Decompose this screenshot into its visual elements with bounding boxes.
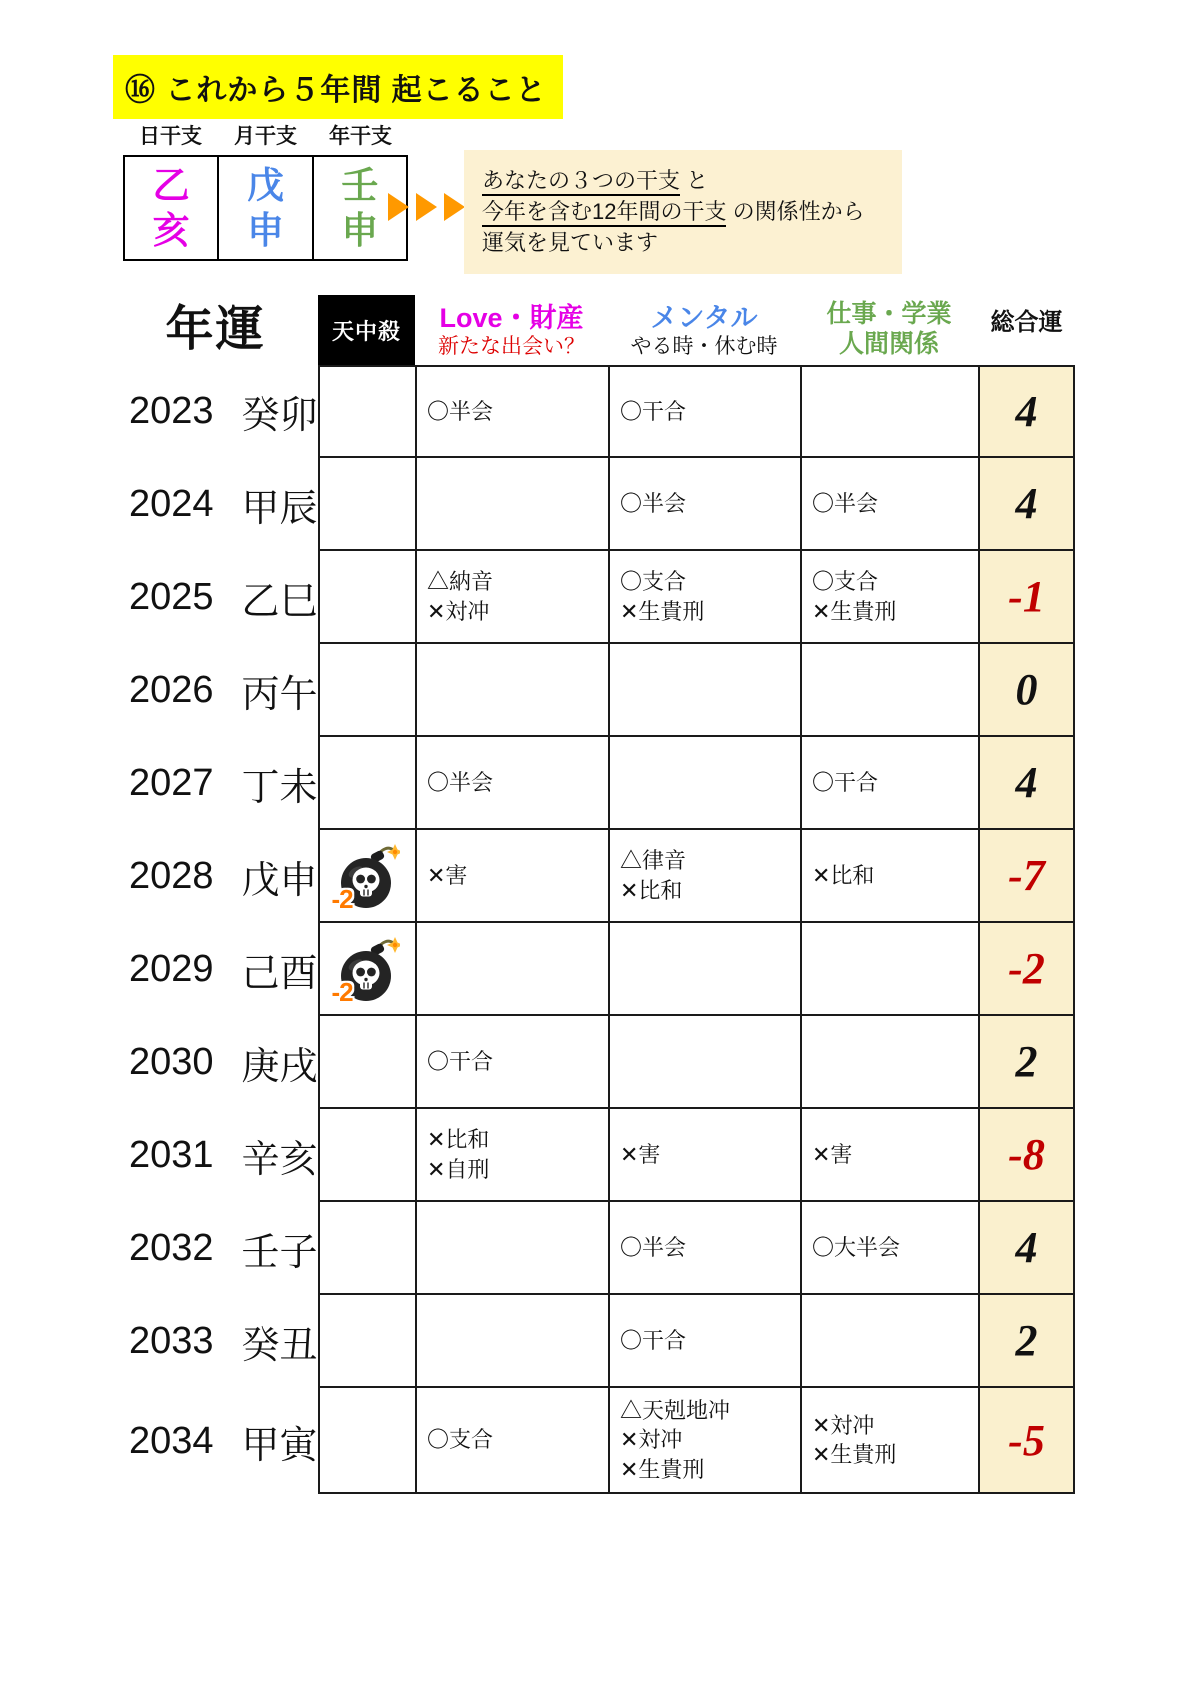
tenchusatsu-cell xyxy=(318,644,415,737)
total-score: -8 xyxy=(1008,1130,1045,1179)
tenchusatsu-cell xyxy=(318,1109,415,1202)
year-label: 2030 xyxy=(129,1041,214,1083)
year-label: 2025 xyxy=(129,576,214,618)
relation-line: ✕比和 xyxy=(812,862,875,888)
relation-line: △律音 xyxy=(620,848,687,874)
eto-label: 壬子 xyxy=(241,1232,318,1274)
relation-line: 〇大半会 xyxy=(812,1234,901,1260)
tenchusatsu-cell xyxy=(318,551,415,644)
year-label: 2033 xyxy=(129,1320,214,1362)
pillar-labels xyxy=(123,120,408,150)
total-score-cell xyxy=(978,1295,1075,1388)
relation-cell-mental xyxy=(608,1388,800,1494)
table-row xyxy=(113,644,1077,737)
header-work: 仕事・学業 人間関係 xyxy=(826,300,952,358)
tenchusatsu-cell xyxy=(318,365,415,458)
relation-cell-mental xyxy=(608,458,800,551)
eto-label: 戊申 xyxy=(241,860,318,902)
relation-cell-work xyxy=(800,1016,978,1109)
pillar-month xyxy=(217,157,311,259)
total-score-cell xyxy=(978,737,1075,830)
relation-cell-love xyxy=(415,644,608,737)
total-score-cell xyxy=(978,1202,1075,1295)
relation-line: 〇半会 xyxy=(812,490,879,516)
table-row xyxy=(113,458,1077,551)
relation-cell-work xyxy=(800,365,978,458)
total-score: 4 xyxy=(1015,758,1038,807)
fortune-table-body xyxy=(113,365,1077,1494)
total-score: 0 xyxy=(1015,665,1038,714)
relation-line: ✕害 xyxy=(812,1141,853,1167)
relation-line: ✕害 xyxy=(427,862,468,888)
relation-cell-love xyxy=(415,830,608,923)
tenchusatsu-cell xyxy=(318,830,415,923)
relation-cell-love xyxy=(415,1109,608,1202)
arrow-group xyxy=(388,193,465,221)
total-score-cell xyxy=(978,923,1075,1016)
page-title: ⑯ これから５年間 起こること xyxy=(113,55,563,119)
table-row xyxy=(113,365,1077,458)
year-label: 2028 xyxy=(129,855,214,897)
relation-cell-love xyxy=(415,365,608,458)
relation-line: 〇干合 xyxy=(620,398,687,424)
pillar-day-branch: 亥 xyxy=(152,210,190,251)
relation-cell-work xyxy=(800,737,978,830)
relation-cell-love xyxy=(415,551,608,644)
relation-line: ✕生貴刑 xyxy=(812,598,897,624)
pillar-day xyxy=(125,157,217,259)
total-score: 4 xyxy=(1015,479,1038,528)
total-score: -7 xyxy=(1008,851,1045,900)
relation-line: ✕対冲 xyxy=(427,598,490,624)
relation-line: ✕生貴刑 xyxy=(620,1456,705,1482)
relation-cell-work xyxy=(800,923,978,1016)
total-score-cell xyxy=(978,1109,1075,1202)
table-row xyxy=(113,1016,1077,1109)
relation-line: ✕比和 xyxy=(427,1127,490,1153)
header-nenun: 年運 xyxy=(165,302,266,356)
relation-line: 〇半会 xyxy=(620,1234,687,1260)
table-row xyxy=(113,1109,1077,1202)
total-score-cell xyxy=(978,458,1075,551)
pillar-month-branch: 申 xyxy=(246,210,284,251)
relation-line: ✕生貴刑 xyxy=(812,1442,897,1468)
year-cell xyxy=(113,1109,318,1202)
year-cell xyxy=(113,551,318,644)
year-cell xyxy=(113,830,318,923)
total-score-cell xyxy=(978,644,1075,737)
year-label: 2024 xyxy=(129,483,214,525)
header-mental: メンタル やる時・休む時 xyxy=(630,302,778,358)
year-cell xyxy=(113,644,318,737)
relation-line: ✕比和 xyxy=(620,877,683,903)
total-score: -2 xyxy=(1008,944,1045,993)
pillar-label-day: 日干支 xyxy=(139,125,202,148)
relation-line: ✕対冲 xyxy=(620,1427,683,1453)
eto-label: 乙巳 xyxy=(241,581,318,623)
note-line-3: 運気を見ています xyxy=(482,230,659,256)
eto-label: 癸丑 xyxy=(241,1325,318,1367)
relation-cell-mental xyxy=(608,1109,800,1202)
pillar-day-stem: 乙 xyxy=(152,165,190,206)
relation-line: ✕対冲 xyxy=(812,1412,875,1438)
total-score: -1 xyxy=(1008,572,1045,621)
relation-line: 〇干合 xyxy=(427,1048,494,1074)
eto-label: 甲辰 xyxy=(241,488,318,530)
relation-cell-love xyxy=(415,1016,608,1109)
tenchusatsu-cell xyxy=(318,1388,415,1494)
eto-label: 辛亥 xyxy=(241,1139,318,1181)
relation-line: 〇支合 xyxy=(812,569,879,595)
relation-cell-mental xyxy=(608,644,800,737)
total-score: 2 xyxy=(1015,1316,1038,1365)
pillar-label-month: 月干支 xyxy=(234,125,297,148)
year-cell xyxy=(113,1388,318,1494)
table-row xyxy=(113,1295,1077,1388)
relation-cell-love xyxy=(415,458,608,551)
pillar-year-stem: 壬 xyxy=(341,165,379,206)
table-row xyxy=(113,551,1077,644)
relation-cell-mental xyxy=(608,1295,800,1388)
relation-cell-work xyxy=(800,551,978,644)
year-label: 2034 xyxy=(129,1419,214,1462)
relation-line: △天剋地冲 xyxy=(620,1398,731,1423)
table-row xyxy=(113,1202,1077,1295)
bomb-skull-icon xyxy=(331,843,400,914)
relation-line: △納音 xyxy=(427,569,494,595)
table-row xyxy=(113,830,1077,923)
relation-line: 〇干合 xyxy=(620,1327,687,1353)
relation-cell-mental xyxy=(608,830,800,923)
tenchusatsu-cell xyxy=(318,1016,415,1109)
relation-line: ✕自刑 xyxy=(427,1156,490,1182)
relation-line: 〇半会 xyxy=(427,769,494,795)
pillar-label-year: 年干支 xyxy=(329,125,392,148)
relation-line: 〇半会 xyxy=(620,490,687,516)
relation-cell-love xyxy=(415,1295,608,1388)
year-cell xyxy=(113,365,318,458)
total-score: 4 xyxy=(1015,1223,1038,1272)
bomb-penalty-label: -2 xyxy=(331,883,353,914)
total-score-cell xyxy=(978,551,1075,644)
note-line-1: あなたの３つの干支 と xyxy=(482,165,884,196)
note-line-2: 今年を含む12年間の干支 の関係性から xyxy=(482,196,884,227)
total-score: -5 xyxy=(1008,1415,1045,1465)
arrow-right-icon xyxy=(416,193,437,221)
relation-cell-love xyxy=(415,737,608,830)
year-label: 2026 xyxy=(129,669,214,711)
year-cell xyxy=(113,923,318,1016)
relation-line: 〇干合 xyxy=(812,769,879,795)
relation-line: 〇支合 xyxy=(427,1427,494,1453)
relation-line: 〇支合 xyxy=(620,569,687,595)
year-cell xyxy=(113,1295,318,1388)
note-box xyxy=(464,150,902,274)
relation-cell-work xyxy=(800,1109,978,1202)
eto-label: 己酉 xyxy=(241,953,318,995)
pillar-year-branch: 申 xyxy=(341,210,379,251)
table-row xyxy=(113,737,1077,830)
header-love: Love・財産 新たな出会い？ xyxy=(438,302,585,358)
year-label: 2023 xyxy=(129,390,214,432)
relation-cell-mental xyxy=(608,1202,800,1295)
fortune-table xyxy=(113,283,1077,1494)
relation-cell-work xyxy=(800,1295,978,1388)
total-score-cell xyxy=(978,1388,1075,1494)
eto-label: 癸卯 xyxy=(241,395,318,437)
year-label: 2031 xyxy=(129,1134,214,1176)
relation-cell-work xyxy=(800,644,978,737)
relation-cell-mental xyxy=(608,737,800,830)
relation-cell-work xyxy=(800,830,978,923)
year-label: 2029 xyxy=(129,948,214,990)
year-cell xyxy=(113,1016,318,1109)
relation-cell-love xyxy=(415,923,608,1016)
year-label: 2032 xyxy=(129,1227,214,1269)
relation-cell-love xyxy=(415,1388,608,1494)
year-label: 2027 xyxy=(129,762,214,804)
year-cell xyxy=(113,737,318,830)
relation-cell-mental xyxy=(608,365,800,458)
table-row xyxy=(113,1388,1077,1494)
pillar-table xyxy=(123,155,408,261)
tenchusatsu-cell xyxy=(318,923,415,1016)
eto-label: 丙午 xyxy=(241,674,318,716)
relation-cell-love xyxy=(415,1202,608,1295)
pillar-month-stem: 戊 xyxy=(246,165,284,206)
total-score-cell xyxy=(978,830,1075,923)
table-header-row xyxy=(113,283,1077,365)
relation-cell-work xyxy=(800,1388,978,1494)
year-cell xyxy=(113,1202,318,1295)
eto-label: 甲寅 xyxy=(241,1424,318,1467)
relation-cell-work xyxy=(800,1202,978,1295)
bomb-skull-icon xyxy=(331,936,400,1007)
relation-cell-mental xyxy=(608,923,800,1016)
arrow-right-icon xyxy=(444,193,465,221)
relation-line: ✕生貴刑 xyxy=(620,598,705,624)
header-total: 総合運 xyxy=(990,308,1063,336)
tenchusatsu-cell xyxy=(318,1202,415,1295)
arrow-right-icon xyxy=(388,193,409,221)
tenchusatsu-cell xyxy=(318,1295,415,1388)
total-score: 4 xyxy=(1015,387,1038,436)
bomb-penalty-label: -2 xyxy=(331,976,353,1007)
table-row xyxy=(113,923,1077,1016)
relation-line: ✕害 xyxy=(620,1141,661,1167)
eto-label: 庚戌 xyxy=(241,1046,318,1088)
relation-cell-mental xyxy=(608,551,800,644)
year-cell xyxy=(113,458,318,551)
total-score-cell xyxy=(978,1016,1075,1109)
total-score: 2 xyxy=(1015,1037,1038,1086)
relation-line: 〇半会 xyxy=(427,398,494,424)
relation-cell-mental xyxy=(608,1016,800,1109)
total-score-cell xyxy=(978,365,1075,458)
relation-cell-work xyxy=(800,458,978,551)
eto-label: 丁未 xyxy=(241,767,318,809)
tenchusatsu-cell xyxy=(318,458,415,551)
tenchusatsu-cell xyxy=(318,737,415,830)
header-tenchusatsu: 天中殺 xyxy=(318,295,415,365)
